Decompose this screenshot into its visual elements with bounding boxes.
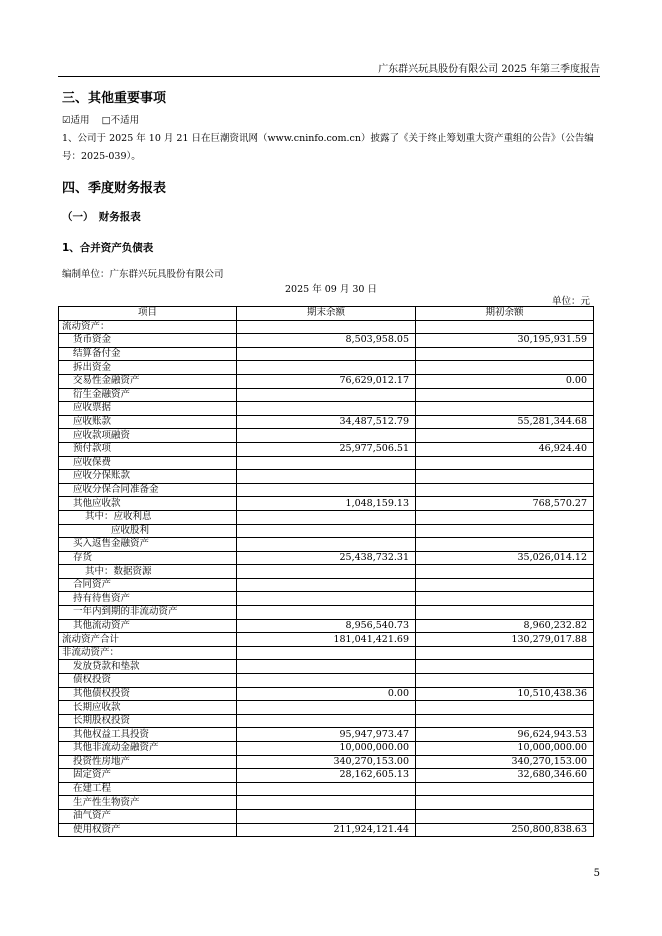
table-row [59, 742, 594, 756]
row-end-balance: 25,438,732.31 [237, 551, 416, 565]
table-row [59, 619, 594, 633]
row-item-label: 结算备付金 [59, 347, 237, 361]
row-begin-balance: 250,800,838.63 [416, 823, 594, 837]
row-begin-balance: 96,624,943.53 [416, 728, 594, 742]
table-row [59, 796, 594, 810]
row-item-label: 应收账款 [59, 415, 237, 429]
table-row [59, 483, 594, 497]
row-end-balance [237, 565, 416, 579]
table-row [59, 782, 594, 796]
subsection-title: （一） 财务报表 [62, 211, 141, 223]
not-applicable-label: 不适用 [110, 115, 140, 126]
row-begin-balance [416, 524, 594, 538]
table-row [59, 755, 594, 769]
row-begin-balance [416, 361, 594, 375]
row-item-label: 流动资产： [59, 320, 237, 334]
row-end-balance [237, 701, 416, 715]
row-item-label: 非流动资产： [59, 646, 237, 660]
compiler-line: 编制单位：广东群兴玩具股份有限公司 [62, 269, 224, 280]
row-end-balance [237, 592, 416, 606]
row-item-label: 流动资产合计 [59, 633, 237, 647]
row-end-balance [237, 470, 416, 484]
table-row [59, 388, 594, 402]
row-end-balance [237, 578, 416, 592]
table-row [59, 551, 594, 565]
row-begin-balance: 340,270,153.00 [416, 755, 594, 769]
column-header-item: 项目 [59, 307, 237, 321]
page-number: 5 [593, 868, 600, 879]
report-header: 广东群兴玩具股份有限公司 2025 年第三季度报告 [378, 64, 600, 75]
table-row [59, 538, 594, 552]
row-begin-balance: 130,279,017.88 [416, 633, 594, 647]
row-begin-balance [416, 429, 594, 443]
column-header-end-balance: 期末余额 [237, 307, 416, 321]
row-begin-balance [416, 456, 594, 470]
row-end-balance [237, 538, 416, 552]
row-item-label: 其他权益工具投资 [59, 728, 237, 742]
table-row [59, 415, 594, 429]
applicable-label: 适用 [70, 115, 90, 126]
table-row [59, 497, 594, 511]
row-item-label: 其中：数据资源 [59, 565, 237, 579]
table-row [59, 809, 594, 823]
row-item-label: 交易性金融资产 [59, 374, 237, 388]
row-item-label: 应收分保合同准备金 [59, 483, 237, 497]
row-item-label: 预付款项 [59, 442, 237, 456]
row-end-balance [237, 510, 416, 524]
row-end-balance [237, 402, 416, 416]
row-item-label: 投资性房地产 [59, 755, 237, 769]
row-begin-balance [416, 347, 594, 361]
row-begin-balance: 10,000,000.00 [416, 742, 594, 756]
table-row [59, 701, 594, 715]
row-begin-balance [416, 388, 594, 402]
row-item-label: 拆出资金 [59, 361, 237, 375]
row-begin-balance [416, 674, 594, 688]
row-begin-balance [416, 578, 594, 592]
row-begin-balance [416, 483, 594, 497]
row-item-label: 合同资产 [59, 578, 237, 592]
row-begin-balance [416, 592, 594, 606]
table-row [59, 429, 594, 443]
row-end-balance [237, 796, 416, 810]
row-begin-balance [416, 646, 594, 660]
row-begin-balance: 46,924.40 [416, 442, 594, 456]
row-end-balance: 340,270,153.00 [237, 755, 416, 769]
row-item-label: 其他债权投资 [59, 687, 237, 701]
row-end-balance: 34,487,512.79 [237, 415, 416, 429]
report-date: 2025 年 09 月 30 日 [285, 284, 377, 295]
table-row [59, 592, 594, 606]
row-item-label: 其他流动资产 [59, 619, 237, 633]
row-item-label: 其中：应收利息 [59, 510, 237, 524]
row-end-balance: 10,000,000.00 [237, 742, 416, 756]
row-begin-balance [416, 606, 594, 620]
row-end-balance: 28,162,605.13 [237, 769, 416, 783]
row-item-label: 一年内到期的非流动资产 [59, 606, 237, 620]
row-begin-balance [416, 796, 594, 810]
row-item-label: 存货 [59, 551, 237, 565]
table-row [59, 646, 594, 660]
row-item-label: 生产性生物资产 [59, 796, 237, 810]
row-end-balance [237, 674, 416, 688]
row-end-balance [237, 524, 416, 538]
table-row [59, 687, 594, 701]
column-header-begin-balance: 期初余额 [416, 307, 594, 321]
applicable-options [62, 112, 139, 126]
row-item-label: 应收保费 [59, 456, 237, 470]
row-end-balance [237, 606, 416, 620]
row-begin-balance: 32,680,346.60 [416, 769, 594, 783]
table-row [59, 578, 594, 592]
row-item-label: 油气资产 [59, 809, 237, 823]
row-begin-balance: 8,960,232.82 [416, 619, 594, 633]
table-row [59, 674, 594, 688]
row-begin-balance [416, 402, 594, 416]
row-end-balance [237, 782, 416, 796]
table-row [59, 320, 594, 334]
row-begin-balance [416, 782, 594, 796]
row-end-balance: 211,924,121.44 [237, 823, 416, 837]
row-end-balance: 1,048,159.13 [237, 497, 416, 511]
row-begin-balance: 0.00 [416, 374, 594, 388]
row-item-label: 货币资金 [59, 334, 237, 348]
row-item-label: 债权投资 [59, 674, 237, 688]
row-item-label: 应收款项融资 [59, 429, 237, 443]
row-begin-balance [416, 701, 594, 715]
row-begin-balance: 768,570.27 [416, 497, 594, 511]
row-item-label: 长期股权投资 [59, 714, 237, 728]
row-begin-balance [416, 470, 594, 484]
row-begin-balance: 10,510,438.36 [416, 687, 594, 701]
row-item-label: 持有待售资产 [59, 592, 237, 606]
table-row [59, 769, 594, 783]
row-end-balance [237, 320, 416, 334]
row-begin-balance: 55,281,344.68 [416, 415, 594, 429]
row-end-balance: 181,041,421.69 [237, 633, 416, 647]
table-row [59, 633, 594, 647]
table-row [59, 402, 594, 416]
table-row [59, 660, 594, 674]
row-end-balance [237, 361, 416, 375]
header-divider [58, 76, 600, 77]
row-item-label: 其他非流动金融资产 [59, 742, 237, 756]
row-end-balance: 95,947,973.47 [237, 728, 416, 742]
row-item-label: 应收分保账款 [59, 470, 237, 484]
table-row [59, 565, 594, 579]
row-end-balance: 8,503,958.05 [237, 334, 416, 348]
row-item-label: 衍生金融资产 [59, 388, 237, 402]
row-begin-balance: 35,026,014.12 [416, 551, 594, 565]
row-end-balance [237, 456, 416, 470]
row-end-balance [237, 714, 416, 728]
row-item-label: 固定资产 [59, 769, 237, 783]
row-begin-balance [416, 660, 594, 674]
table-row [59, 524, 594, 538]
row-item-label: 买入返售金融资产 [59, 538, 237, 552]
table-row [59, 442, 594, 456]
section-4-title: 四、季度财务报表 [62, 181, 167, 196]
row-item-label: 应收股利 [59, 524, 237, 538]
table-row [59, 334, 594, 348]
not-applicable-checkbox-icon: □ [101, 115, 111, 126]
row-item-label: 使用权资产 [59, 823, 237, 837]
row-end-balance: 8,956,540.73 [237, 619, 416, 633]
table-row [59, 374, 594, 388]
table-row [59, 714, 594, 728]
applicable-checkbox-icon: ☑ [62, 115, 71, 126]
table-header-row [59, 307, 594, 321]
table-row [59, 470, 594, 484]
table-row [59, 823, 594, 837]
announcement-paragraph: 1、公司于 2025 年 10 月 21 日在巨潮资讯网（www.cninfo.com.cn）披露了《关于终止筹划重大资产重组的公告》（公告编号：2025-039）。 [62, 133, 594, 162]
table-row [59, 347, 594, 361]
row-begin-balance [416, 565, 594, 579]
row-end-balance [237, 347, 416, 361]
section-3-title: 三、其他重要事项 [62, 91, 167, 106]
row-begin-balance [416, 320, 594, 334]
table-row [59, 510, 594, 524]
table-row [59, 361, 594, 375]
row-item-label: 长期应收款 [59, 701, 237, 715]
table-row [59, 606, 594, 620]
table-row [59, 456, 594, 470]
row-item-label: 在建工程 [59, 782, 237, 796]
row-end-balance [237, 483, 416, 497]
row-item-label: 发放贷款和垫款 [59, 660, 237, 674]
row-begin-balance: 30,195,931.59 [416, 334, 594, 348]
table-row [59, 728, 594, 742]
row-begin-balance [416, 538, 594, 552]
row-end-balance [237, 646, 416, 660]
balance-sheet-table [58, 306, 594, 837]
row-end-balance: 25,977,506.51 [237, 442, 416, 456]
row-end-balance [237, 809, 416, 823]
row-end-balance: 0.00 [237, 687, 416, 701]
row-end-balance [237, 388, 416, 402]
row-end-balance [237, 660, 416, 674]
row-begin-balance [416, 809, 594, 823]
unit-label: 单位：元 [551, 296, 590, 307]
row-end-balance [237, 429, 416, 443]
row-end-balance: 76,629,012.17 [237, 374, 416, 388]
balance-sheet-title: 1、合并资产负债表 [62, 242, 154, 254]
row-begin-balance [416, 510, 594, 524]
row-item-label: 应收票据 [59, 402, 237, 416]
row-begin-balance [416, 714, 594, 728]
row-item-label: 其他应收款 [59, 497, 237, 511]
